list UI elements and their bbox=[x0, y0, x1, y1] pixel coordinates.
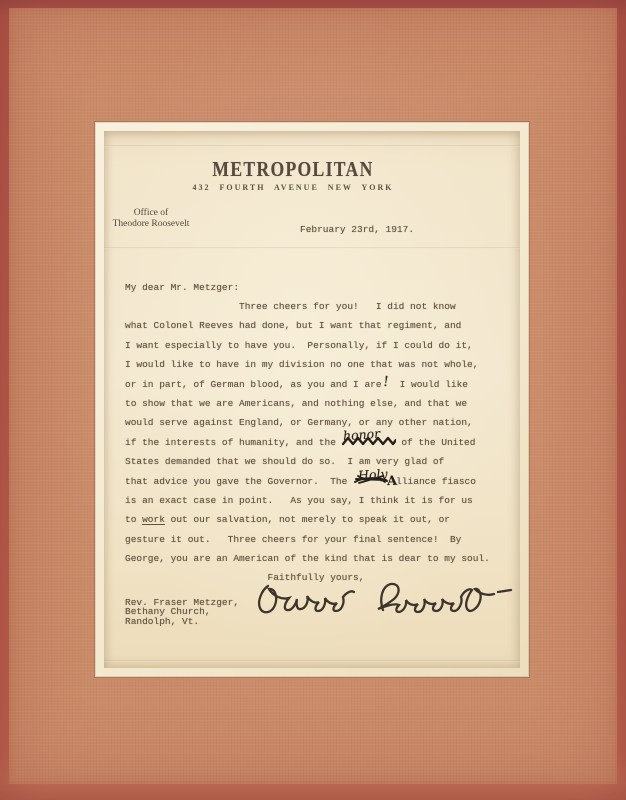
handwritten-inserted-word: Holy bbox=[357, 466, 389, 484]
letter-body bbox=[125, 278, 517, 587]
typed-text: I would like bbox=[388, 379, 469, 391]
typed-word-underlined: work bbox=[142, 514, 165, 526]
signature-trailing-dash-stroke bbox=[498, 590, 511, 592]
scratched-word-with-insert bbox=[353, 466, 389, 491]
typed-text: would serve against England, or Germany, or any other nation, bbox=[125, 417, 473, 429]
handwritten-exclamation: ! bbox=[381, 373, 390, 391]
letterhead-address: 432 FOURTH AVENUE NEW YORK bbox=[192, 183, 394, 192]
typed-line bbox=[125, 452, 517, 471]
typed-text: Three cheers for you! I did not know bbox=[125, 301, 456, 313]
paper-crease bbox=[104, 145, 520, 147]
typed-text: Faithfully yours, bbox=[125, 572, 365, 584]
typed-text: I would like to have in my division no one that was not whole, bbox=[125, 358, 479, 370]
typed-text: that advice you gave the Governor. The bbox=[125, 476, 354, 488]
typed-text: is an exact case in point. As you say, I think it is for us bbox=[125, 495, 473, 507]
paper-crease bbox=[104, 247, 520, 249]
letter-paper bbox=[104, 131, 520, 668]
typed-text: to show that we are Americans, and nothing else, and that we bbox=[125, 398, 468, 410]
typed-line bbox=[125, 530, 517, 549]
paper-crease bbox=[104, 660, 520, 662]
struck-word-with-insert bbox=[342, 425, 396, 452]
date-line: February 23rd, 1917. bbox=[300, 224, 415, 235]
mat-opening-bevel bbox=[95, 122, 529, 677]
office-name-label: Theodore Roosevelt bbox=[112, 218, 190, 229]
recipient-line: Bethany Church, bbox=[125, 606, 211, 618]
typed-text: to bbox=[125, 514, 143, 526]
handwritten-capital-a: A bbox=[386, 473, 398, 490]
recipient-line: Rev. Fraser Metzger, bbox=[125, 597, 240, 608]
typed-line bbox=[125, 413, 517, 432]
signature-first-name-stroke bbox=[259, 586, 354, 612]
typed-line bbox=[125, 355, 517, 374]
typed-line bbox=[125, 278, 517, 297]
letterhead-office-block bbox=[108, 208, 194, 229]
typed-text: lliance fiasco bbox=[396, 476, 476, 488]
typed-line bbox=[125, 374, 517, 394]
typed-line bbox=[125, 491, 517, 510]
typed-line bbox=[125, 549, 517, 568]
typed-text: I want especially to have you. Personally, if I could do it, bbox=[125, 339, 473, 351]
typed-line bbox=[125, 297, 517, 316]
handwritten-inserted-word: honor bbox=[342, 425, 381, 443]
typed-line bbox=[125, 336, 517, 355]
recipient-address-block bbox=[125, 598, 239, 626]
typed-line bbox=[125, 510, 517, 529]
signature-last-name-stroke bbox=[378, 584, 494, 612]
recipient-line: Randolph, Vt. bbox=[125, 615, 200, 627]
typed-text: or in part, of German blood, as you and I are bbox=[125, 379, 382, 391]
typed-text: of the United bbox=[395, 436, 476, 448]
mat-board bbox=[9, 8, 617, 784]
typed-text: what Colonel Reeves had done, but I want that regiment, and bbox=[125, 320, 462, 332]
typed-line bbox=[125, 425, 517, 452]
typed-line bbox=[125, 394, 517, 413]
signature-theodore-roosevelt bbox=[252, 577, 514, 629]
typed-text: if the interests of humanity, and the bbox=[125, 436, 342, 448]
letterhead-brand: METROPOLITAN bbox=[212, 158, 374, 182]
typed-line bbox=[125, 466, 517, 491]
typed-text: gesture it out. Three cheers for your final sentence! By bbox=[125, 533, 462, 545]
typed-text: My dear Mr. Metzger: bbox=[125, 282, 240, 293]
typed-text: George, you are an American of the kind that is dear to my soul. bbox=[125, 552, 490, 564]
office-of-label: Office of bbox=[133, 208, 169, 218]
typed-text: States demanded that we should do so. I am very glad of bbox=[125, 455, 445, 467]
typed-text: out our salvation, not merely to speak it out, or bbox=[164, 514, 450, 526]
typed-line bbox=[125, 316, 517, 335]
